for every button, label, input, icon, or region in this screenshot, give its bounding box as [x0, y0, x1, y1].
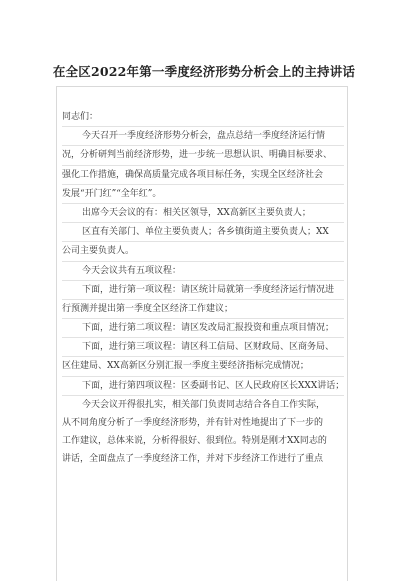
document-body — [62, 108, 344, 469]
paragraph-line: 下面，进行第四项议程：区委副书记、区人民政府区长XXX讲话； — [62, 377, 344, 396]
paragraph-line: 公司主要负责人。 — [62, 242, 344, 261]
paragraph-line: 下面，进行第一项议程：请区统计局就第一季度经济运行情况进 — [62, 281, 344, 300]
paragraph-line: 下面，进行第二项议程：请区发改局汇报投资和重点项目情况； — [62, 319, 344, 338]
paragraph-line: 发展“开门红”“全年红”。 — [62, 185, 344, 204]
paragraph-line: 区住建局、XX高新区分别汇报一季度主要经济指标完成情况； — [62, 357, 344, 376]
paragraph-line: 同志们： — [62, 108, 344, 127]
paragraph-line: 下面，进行第三项议程：请区科工信局、区财政局、区商务局、 — [62, 338, 344, 357]
paragraph-line: 从不同角度分析了一季度经济形势，并有针对性地提出了下一步的 — [62, 418, 324, 428]
paragraph-line: 强化工作措施，确保高质量完成各项目标任务，实现全区经济社会 — [62, 166, 344, 185]
paragraph-line: 出席今天会议的有：相关区领导，XX高新区主要负责人； — [62, 204, 344, 223]
paragraph-line: 工作建议，总体来说，分析得很好、很到位。特别是刚才XX同志的 — [62, 436, 327, 447]
paragraph-line: 行预测并提出第一季度全区经济工作建议； — [62, 300, 344, 319]
paragraph-line: 今天会议开得很扎实，相关部门负责同志结合各自工作实际， — [82, 399, 326, 410]
paragraph-line: 今天召开一季度经济形势分析会，盘点总结一季度经济运行情 — [62, 127, 344, 146]
paragraph-line: 区直有关部门、单位主要负责人；各乡镇街道主要负责人；XX — [62, 223, 344, 242]
paragraph-line: 讲话，全面盘点了一季度经济工作，并对下步经济工作进行了重点 — [62, 454, 324, 465]
document-title: 在全区2022年第一季度经济形势分析会上的主持讲话 — [52, 64, 356, 79]
paragraph-line: 今天会议共有五项议程： — [62, 262, 344, 281]
paragraph-line: 况，分析研判当前经济形势，进一步统一思想认识、明确目标要求、 — [62, 146, 344, 165]
